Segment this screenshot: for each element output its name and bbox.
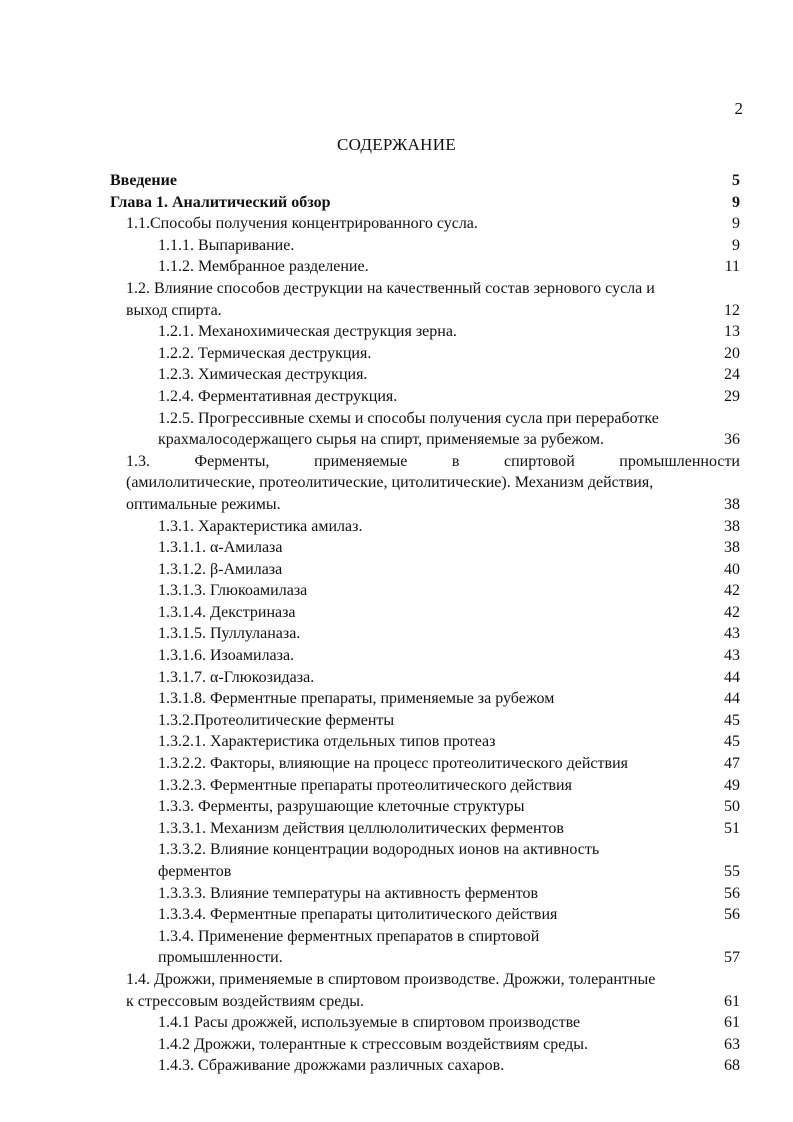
toc-entry-line <box>0 213 793 235</box>
toc-entry <box>0 343 793 365</box>
toc-entry-text: 1.4. Дрожжи, применяемые в спиртовом производстве. Дрожжи, толерантные <box>126 970 656 988</box>
toc-page-number: 45 <box>724 711 740 729</box>
toc-entry-text: 1.2.3. Химическая деструкция. <box>158 366 368 384</box>
toc-entry-line <box>0 947 793 969</box>
toc-entry-line <box>0 688 793 710</box>
toc-entry-line <box>0 645 793 667</box>
toc-entry-line <box>0 343 793 365</box>
toc-page-number: 57 <box>724 949 740 967</box>
toc-entry <box>0 278 793 321</box>
toc-entry <box>0 321 793 343</box>
toc-page-number: 13 <box>724 323 740 341</box>
toc-entry-text: 1.3.4. Применение ферментных препаратов в спиртовой <box>158 927 540 945</box>
toc-page-number: 56 <box>724 906 740 924</box>
toc-entry-text: 1.3.1.1. α-Амилаза <box>158 539 283 557</box>
toc-entry <box>0 364 793 386</box>
toc-entry-line <box>0 451 793 473</box>
toc-entry <box>0 602 793 624</box>
toc-entry <box>0 408 793 451</box>
toc-entry <box>0 559 793 581</box>
toc-entry <box>0 710 793 732</box>
toc-page-number: 11 <box>724 258 740 276</box>
toc-entry-text: 1.3.3.2. Влияние концентрации водородных ионов на активность <box>158 841 600 859</box>
toc-page-number: 5 <box>732 172 740 189</box>
toc-entry-text: 1.3. Ферменты, применяемые в спиртовой промышленности <box>126 452 740 470</box>
toc-entry-line <box>0 1012 793 1034</box>
toc-entry-text: 1.3.1.6. Изоамилаза. <box>158 647 295 665</box>
toc-entry-line <box>0 775 793 797</box>
toc-entry-text: 1.3.1.8. Ферментные препараты, применяемые за рубежом <box>158 690 555 708</box>
toc-entry-text: 1.3.2.1. Характеристика отдельных типов протеаз <box>158 733 496 751</box>
toc-entry-text: 1.1.Способы получения концентрированного сусла. <box>126 215 478 233</box>
toc-page-number: 38 <box>724 539 740 557</box>
toc-entry-text: 1.2.5. Прогрессивные схемы и способы получения сусла при переработке <box>158 409 659 427</box>
toc-page-number: 44 <box>724 668 740 686</box>
toc-entry <box>0 1055 793 1077</box>
toc-entry-text: 1.4.1 Расы дрожжей, используемые в спиртовом производстве <box>158 1014 581 1032</box>
toc-entry <box>0 926 793 969</box>
toc-entry-line <box>0 710 793 732</box>
toc-page-number: 38 <box>724 495 740 513</box>
toc-entry-line <box>0 170 793 192</box>
toc-entry <box>0 213 793 235</box>
toc-entry-line <box>0 494 793 516</box>
toc-entry <box>0 235 793 257</box>
toc-entry-line <box>0 300 793 322</box>
toc-page-number: 55 <box>724 863 740 880</box>
toc-entry-text: 1.3.3.1. Механизм действия целлюлолитических ферментов <box>158 819 564 837</box>
toc-entry-text: 1.3.3.3. Влияние температуры на активность ферментов <box>158 884 539 902</box>
toc-entry-line <box>0 364 793 386</box>
toc-entry-text: к стрессовым воздействиям среды. <box>126 992 365 1010</box>
toc-entry <box>0 667 793 689</box>
toc-entry-line <box>0 818 793 840</box>
toc-entry-text: 1.4.3. Сбраживание дрожжами различных сахаров. <box>158 1057 505 1075</box>
toc-page-number: 9 <box>732 236 740 254</box>
toc-page-number: 51 <box>724 819 740 837</box>
toc-page-number: 38 <box>724 517 740 535</box>
toc-page-number: 45 <box>724 733 740 751</box>
toc-entry-line <box>0 537 793 559</box>
toc-entry <box>0 883 793 905</box>
toc-entry-text: 1.3.3.4. Ферментные препараты цитолитического действия <box>158 906 558 924</box>
toc-entry-text: Введение <box>110 172 177 189</box>
toc-entry <box>0 1034 793 1056</box>
toc-entry-line <box>0 408 793 430</box>
toc-entry-line <box>0 602 793 624</box>
toc-entry <box>0 904 793 926</box>
toc-entry <box>0 192 793 214</box>
toc-page-number: 9 <box>732 193 740 211</box>
toc-entry-line <box>0 256 793 278</box>
toc-entry-text: 1.1.1. Выпаривание. <box>158 236 295 254</box>
toc-entry-text: 1.2.2. Термическая деструкция. <box>158 344 372 362</box>
toc-entry <box>0 839 793 882</box>
toc-page-number: 50 <box>724 798 740 816</box>
toc-entry <box>0 451 793 516</box>
toc-entry-line <box>0 969 793 991</box>
toc-entry-text: 1.4.2 Дрожжи, толерантные к стрессовым воздействиям среды. <box>158 1035 588 1053</box>
toc-entry-text: промышленности. <box>158 949 283 967</box>
toc-entry-line <box>0 991 793 1013</box>
toc-entry <box>0 580 793 602</box>
toc-entry-line <box>0 516 793 538</box>
table-of-contents <box>0 170 793 1077</box>
toc-entry <box>0 170 793 192</box>
toc-entry-line <box>0 580 793 602</box>
toc-entry-text: крахмалосодержащего сырья на спирт, применяемые за рубежом. <box>158 431 604 449</box>
toc-entry-line <box>0 192 793 214</box>
toc-entry-line <box>0 926 793 948</box>
toc-entry-text: 1.2.1. Механохимическая деструкция зерна. <box>158 323 457 341</box>
toc-entry-text: 1.3.2.2. Факторы, влияющие на процесс протеолитического действия <box>158 755 628 773</box>
toc-page-number: 44 <box>724 690 740 708</box>
toc-entry-line <box>0 1034 793 1056</box>
toc-page-number: 42 <box>724 582 740 600</box>
toc-entry-text: ферментов <box>158 863 232 880</box>
toc-page-number: 29 <box>724 387 740 405</box>
toc-page-number: 42 <box>724 603 740 621</box>
toc-entry-text: (амилолитические, протеолитические, цитолитические). Механизм действия, <box>126 474 654 492</box>
toc-entry-line <box>0 559 793 581</box>
toc-entry <box>0 623 793 645</box>
toc-entry-text: 1.2.4. Ферментативная деструкция. <box>158 387 398 405</box>
toc-entry <box>0 645 793 667</box>
page-number: 2 <box>734 99 743 118</box>
toc-entry <box>0 775 793 797</box>
toc-entry-text: 1.3.1.2. β-Амилаза <box>158 560 283 578</box>
toc-entry <box>0 731 793 753</box>
toc-title: СОДЕРЖАНИЕ <box>336 135 457 154</box>
toc-entry-line <box>0 429 793 451</box>
toc-page-number: 61 <box>724 1014 740 1032</box>
toc-page-number: 40 <box>724 560 740 578</box>
toc-entry-text: 1.3.3. Ферменты, разрушающие клеточные структуры <box>158 798 525 816</box>
toc-page-number: 43 <box>724 647 740 665</box>
toc-page-number: 49 <box>724 776 740 794</box>
toc-entry-text: 1.3.2.Протеолитические ферменты <box>158 711 395 729</box>
toc-page-number: 68 <box>724 1057 740 1075</box>
toc-entry-text: оптимальные режимы. <box>126 495 281 513</box>
toc-page-number: 56 <box>724 884 740 902</box>
toc-entry-line <box>0 753 793 775</box>
toc-entry <box>0 753 793 775</box>
toc-entry <box>0 516 793 538</box>
toc-entry-line <box>0 796 793 818</box>
toc-entry-line <box>0 623 793 645</box>
toc-entry-line <box>0 235 793 257</box>
toc-entry-text: 1.3.1.3. Глюкоамилаза <box>158 582 308 600</box>
toc-entry <box>0 688 793 710</box>
toc-entry-text: 1.3.1.5. Пуллуланаза. <box>158 625 301 643</box>
toc-entry-line <box>0 278 793 300</box>
toc-entry-text: 1.3.1.7. α-Глюкозидаза. <box>158 668 315 686</box>
toc-entry-line <box>0 472 793 494</box>
toc-entry-text: выход спирта. <box>126 301 222 319</box>
toc-entry <box>0 818 793 840</box>
toc-entry-line <box>0 839 793 861</box>
toc-entry <box>0 537 793 559</box>
toc-entry-line <box>0 904 793 926</box>
toc-entry <box>0 386 793 408</box>
toc-page-number: 47 <box>724 755 740 773</box>
toc-entry <box>0 1012 793 1034</box>
toc-page-number: 9 <box>732 215 740 233</box>
toc-entry <box>0 969 793 1012</box>
toc-entry <box>0 796 793 818</box>
toc-entry-line <box>0 861 793 883</box>
toc-entry-text: 1.3.1. Характеристика амилаз. <box>158 517 363 535</box>
toc-entry-line <box>0 667 793 689</box>
toc-page-number: 63 <box>724 1035 740 1053</box>
toc-page-number: 43 <box>724 625 740 643</box>
toc-page-number: 24 <box>724 366 740 384</box>
toc-entry-text: Глава 1. Аналитический обзор <box>110 193 331 211</box>
toc-page-number: 36 <box>724 431 740 449</box>
toc-entry-line <box>0 386 793 408</box>
toc-entry-text: 1.1.2. Мембранное разделение. <box>158 258 369 276</box>
toc-page-number: 20 <box>724 344 740 362</box>
toc-page-number: 12 <box>724 301 740 319</box>
toc-entry <box>0 256 793 278</box>
toc-entry-line <box>0 321 793 343</box>
toc-page-number: 61 <box>724 992 740 1010</box>
toc-entry-line <box>0 1055 793 1077</box>
toc-entry-line <box>0 731 793 753</box>
toc-entry-text: 1.3.1.4. Декстриназа <box>158 603 296 621</box>
toc-entry-line <box>0 883 793 905</box>
toc-entry-text: 1.2. Влияние способов деструкции на качественный состав зернового сусла и <box>126 279 655 297</box>
toc-entry-text: 1.3.2.3. Ферментные препараты протеолитического действия <box>158 776 572 794</box>
